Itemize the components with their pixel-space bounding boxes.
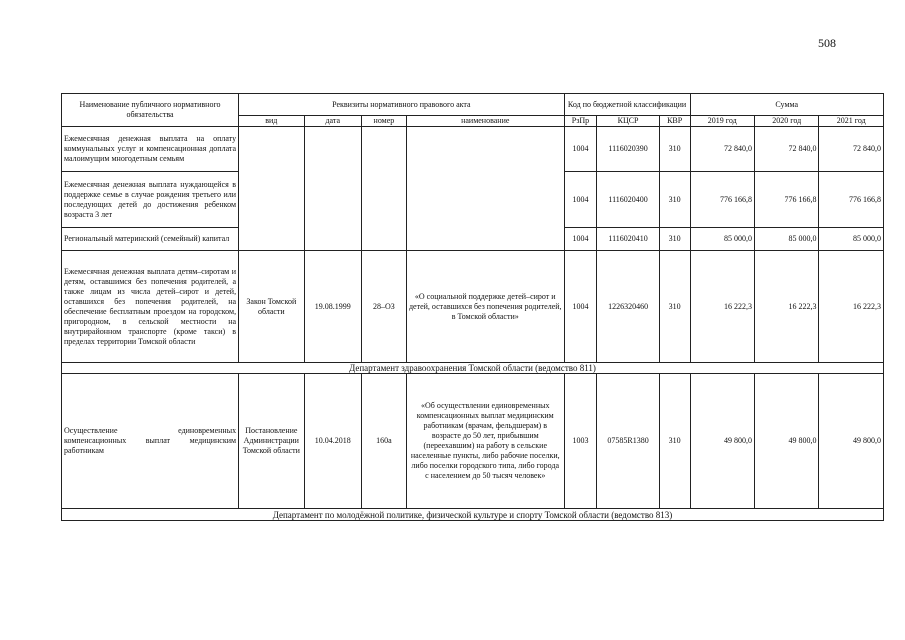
header-act-type: вид	[239, 116, 305, 127]
header-code-group: Код по бюджетной классификации	[564, 94, 690, 116]
table-row	[62, 374, 884, 509]
row-kcsr: 1116020400	[597, 172, 659, 228]
section-title: Департамент по молодёжной политике, физической культуре и спорту Томской области (ведомство 813)	[62, 509, 884, 521]
row-kvr: 310	[659, 172, 690, 228]
section-title: Департамент здравоохранения Томской области (ведомство 811)	[62, 363, 884, 374]
row-sum-2019: 72 840,0	[690, 127, 754, 172]
row-act-date: 19.08.1999	[304, 251, 361, 363]
row-sum-2020: 85 000,0	[754, 228, 818, 251]
row-kcsr: 1226320460	[597, 251, 659, 363]
header-2019: 2019 год	[690, 116, 754, 127]
row-sum-2020: 776 166,8	[754, 172, 818, 228]
row-sum-2021: 776 166,8	[819, 172, 884, 228]
row-kcsr: 1116020410	[597, 228, 659, 251]
row-kcsr: 07585R1380	[597, 374, 659, 509]
row-rzpr: 1003	[564, 374, 597, 509]
header-2021: 2021 год	[819, 116, 884, 127]
header-name: Наименование публичного нормативного обязательства	[62, 94, 239, 127]
section-row	[62, 509, 884, 521]
row-sum-2021: 49 800,0	[819, 374, 884, 509]
row-rzpr: 1004	[564, 228, 597, 251]
row-sum-2021: 72 840,0	[819, 127, 884, 172]
header-sum-group: Сумма	[690, 94, 884, 116]
header-rzpr: РзПр	[564, 116, 597, 127]
row-act-name: «Об осуществлении единовременных компенсационных выплат медицинским работникам (врачам, фельдшерам) в возрасте до 50 лет, прибывшим (переехавшим) на работу в сельские населенные пункты, либо рабочие поселки, либо поселки городского типа, либо города с населением до 50 тысяч человек»	[406, 374, 564, 509]
row-act-name: «О социальной поддержке детей–сирот и детей, оставшихся без попечения родителей, в Томской области»	[406, 251, 564, 363]
row-sum-2021: 16 222,3	[819, 251, 884, 363]
row-act-number: 28–ОЗ	[361, 251, 406, 363]
row-sum-2020: 49 800,0	[754, 374, 818, 509]
row-act-number	[361, 127, 406, 251]
row-act-type: Закон Томской области	[239, 251, 305, 363]
header-2020: 2020 год	[754, 116, 818, 127]
row-sum-2019: 16 222,3	[690, 251, 754, 363]
table-row	[62, 127, 884, 172]
header-act-name: наименование	[406, 116, 564, 127]
row-name: Ежемесячная денежная выплата детям–сиротам и детям, оставшимся без попечения родителей, а также лицам из числа детей–сирот и детей, оставшихся без попечения родителей, на обеспечение бесплатным проездом на городском, пригородном, в сельской местности на внутрирайонном транспорте (кроме такси) в пределах территории Томской области	[62, 251, 239, 363]
row-kvr: 310	[659, 228, 690, 251]
row-kvr: 310	[659, 374, 690, 509]
row-act-name	[406, 127, 564, 251]
header-kcsr: КЦСР	[597, 116, 659, 127]
table-row	[62, 251, 884, 363]
row-rzpr: 1004	[564, 251, 597, 363]
row-kcsr: 1116020390	[597, 127, 659, 172]
row-sum-2019: 85 000,0	[690, 228, 754, 251]
row-act-date: 10.04.2018	[304, 374, 361, 509]
row-sum-2020: 72 840,0	[754, 127, 818, 172]
row-name: Осуществление единовременных компенсационных выплат медицинским работникам	[62, 374, 239, 509]
header-kvr: КВР	[659, 116, 690, 127]
row-act-number: 160а	[361, 374, 406, 509]
row-rzpr: 1004	[564, 172, 597, 228]
section-row	[62, 363, 884, 374]
row-kvr: 310	[659, 127, 690, 172]
budget-table	[61, 93, 884, 521]
row-act-type: Постановление Администрации Томской области	[239, 374, 305, 509]
row-name: Ежемесячная денежная выплата на оплату коммунальных услуг и компенсационная доплата малоимущим многодетным семьям	[62, 127, 239, 172]
row-sum-2019: 49 800,0	[690, 374, 754, 509]
row-act-date	[304, 127, 361, 251]
header-act-number: номер	[361, 116, 406, 127]
row-kvr: 310	[659, 251, 690, 363]
row-name: Региональный материнский (семейный) капитал	[62, 228, 239, 251]
header-act-date: дата	[304, 116, 361, 127]
row-name: Ежемесячная денежная выплата нуждающейся в поддержке семье в случае рождения третьего или последующих детей до достижения ребенком возраста 3 лет	[62, 172, 239, 228]
row-sum-2020: 16 222,3	[754, 251, 818, 363]
header-act-group: Реквизиты нормативного правового акта	[239, 94, 565, 116]
page-number: 508	[818, 36, 836, 50]
row-sum-2019: 776 166,8	[690, 172, 754, 228]
row-sum-2021: 85 000,0	[819, 228, 884, 251]
row-rzpr: 1004	[564, 127, 597, 172]
row-act-type	[239, 127, 305, 251]
